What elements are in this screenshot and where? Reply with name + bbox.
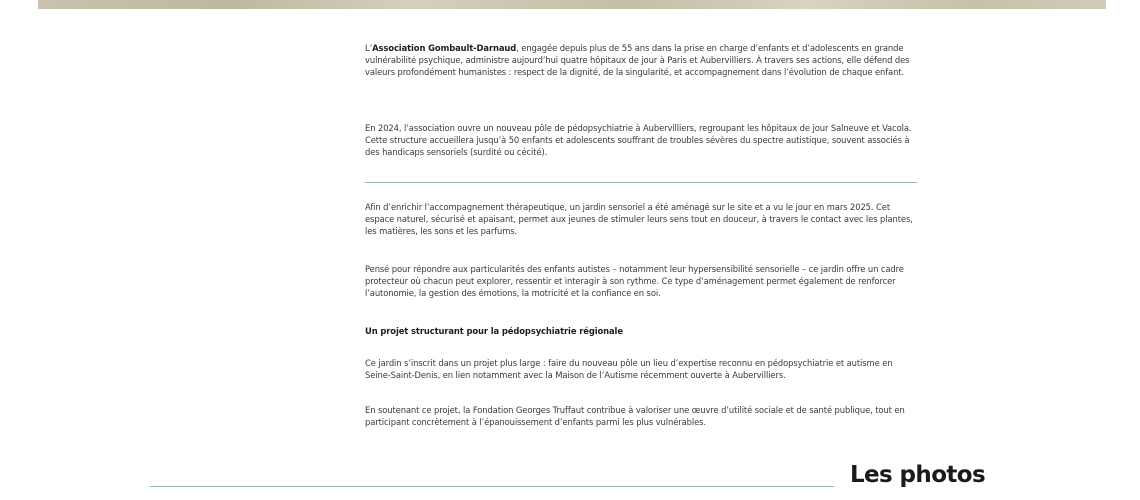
section-divider (365, 182, 917, 183)
photos-divider-line (150, 486, 834, 487)
photos-title: Les photos (850, 462, 986, 488)
photos-section-header (150, 460, 990, 500)
pole-paragraph: En 2024, l’association ouvre un nouveau pôle de pédopsychiatrie à Aubervilliers, regroupant les hôpitaux de jour Salneuve et Vacola. Cette structure accueillera jusqu’à 50 enfants et adolescents souffrant de troubles sévères du spectre autistique, souvent associés à des handicaps sensoriels (surdité ou cécité). (365, 123, 912, 157)
intro-text: , engagée depuis plus de 55 ans dans la prise en charge d’enfants et d’adolescents en grande vulnérabilité psychique, administre aujourd’hui quatre hôpitaux de jour à Paris et Aubervilliers. À travers ses actions, elle défend des valeurs profondément humanistes : respect de la dignité, de la singularité, et accompagnement dans l’évolution de chaque enfant. (365, 43, 910, 77)
garden-paragraph: Afin d’enrichir l’accompagnement thérapeutique, un jardin sensoriel a été aménagé sur le site et a vu le jour en mars 2025. Cet espace naturel, sécurisé et apaisant, permet aux jeunes de stimuler leurs sens tout en douceur, à travers le contact avec les plantes, les matières, les sons et les parfums. (365, 202, 913, 236)
association-name: Association Gombault-Darnaud (372, 43, 517, 53)
intro-prefix: L’ (365, 43, 373, 53)
hero-image-bottom-edge (38, 0, 1106, 9)
foundation-paragraph: En soutenant ce projet, la Fondation Georges Truffaut contribue à valoriser une œuvre d’utilité sociale et de santé publique, tout en participant concrètement à l’épanouissement d’enfants parmi les plus vulnérables. (365, 405, 905, 427)
autism-paragraph: Pensé pour répondre aux particularités des enfants autistes – notamment leur hypersensibilité sensorielle – ce jardin offre un cadre protecteur où chacun peut explorer, ressentir et interagir à son rythme. Ce type d’aménagement permet également de renforcer l’autonomie, la gestion des émotions, la motricité et la confiance en soi. (365, 264, 904, 298)
intro-paragraph (365, 42, 917, 78)
section-subheading: Un projet structurant pour la pédopsychiatrie régionale (365, 326, 623, 336)
project-paragraph: Ce jardin s’inscrit dans un projet plus large : faire du nouveau pôle un lieu d’expertise reconnu en pédopsychiatrie et autisme en Seine-Saint-Denis, en lien notamment avec la Maison de l’Autisme récemment ouverte à Aubervilliers. (365, 358, 893, 380)
